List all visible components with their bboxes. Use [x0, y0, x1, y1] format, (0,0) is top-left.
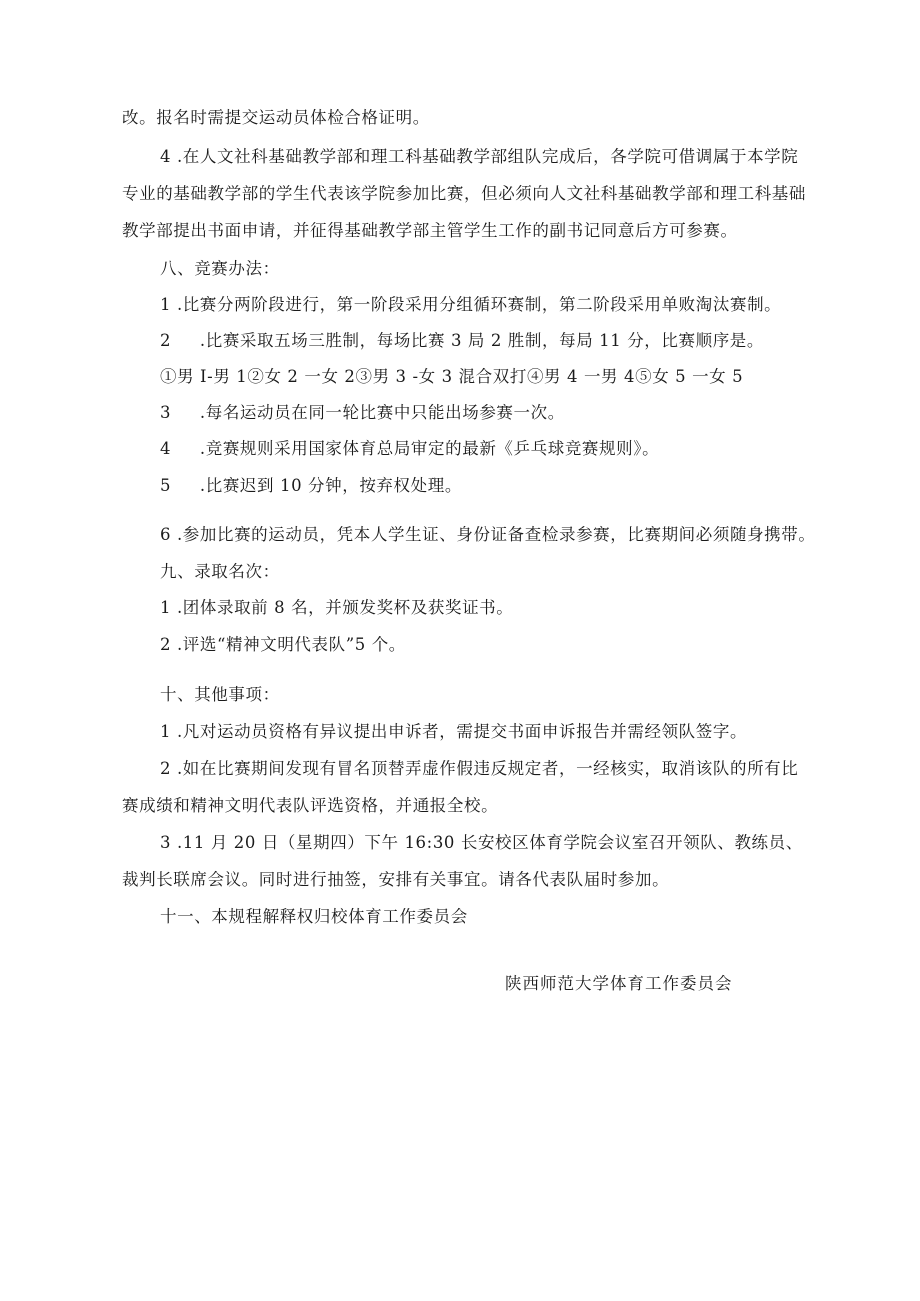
section-heading: 十、其他事项：	[160, 685, 280, 704]
section-heading: 十一、本规程解释权归校体育工作委员会	[160, 907, 468, 926]
text-line: 5 .比赛迟到 10 分钟，按弃权处理。	[160, 476, 462, 495]
section-heading: 九、录取名次：	[160, 562, 280, 581]
text-line: 4 .在人文社科基础教学部和理工科基础教学部组队完成后，各学院可借调属于本学院	[160, 147, 799, 166]
text-line: 赛成绩和精神文明代表队评选资格，并通报全校。	[122, 796, 499, 815]
text-line: 2 .比赛采取五场三胜制，每场比赛 3 局 2 胜制，每局 11 分，比赛顺序是。	[160, 331, 764, 350]
text-line: 1 .凡对运动员资格有异议提出申诉者，需提交书面申诉报告并需经领队签字。	[160, 722, 748, 741]
text-line: 教学部提出书面申请，并征得基础教学部主管学生工作的副书记同意后方可参赛。	[122, 221, 738, 240]
text-line: 4 .竞赛规则采用国家体育总局审定的最新《乒乓球竞赛规则》。	[160, 439, 660, 458]
text-line: 改。报名时需提交运动员体检合格证明。	[122, 108, 430, 127]
text-line: 2 .评选“精神文明代表队”5 个。	[160, 635, 406, 654]
text-line: 1 .团体录取前 8 名，并颁发奖杯及获奖证书。	[160, 598, 514, 617]
text-line: 2 .如在比赛期间发现有冒名顶替弄虚作假违反规定者，一经核实，取消该队的所有比	[160, 759, 799, 778]
signature-line: 陕西师范大学体育工作委员会	[505, 974, 733, 993]
text-line: 6 .参加比赛的运动员，凭本人学生证、身份证备查检录参赛，比赛期间必须随身携带。	[160, 525, 816, 544]
text-line: ①男 I-男 1②女 2 一女 2③男 3 -女 3 混合双打④男 4 一男 4⑤女 5 一女 5	[160, 367, 744, 386]
text-line: 3 .11 月 20 日（星期四）下午 16:30 长安校区体育学院会议室召开领队、教练员、	[160, 833, 803, 852]
section-heading: 八、竞赛办法：	[160, 259, 280, 278]
text-line: 3 .每名运动员在同一轮比赛中只能出场参赛一次。	[160, 403, 565, 422]
text-line: 裁判长联席会议。同时进行抽签，安排有关事宜。请各代表队届时参加。	[122, 870, 670, 889]
text-line: 专业的基础教学部的学生代表该学院参加比赛，但必须向人文社科基础教学部和理工科基础	[122, 184, 806, 203]
text-line: 1 .比赛分两阶段进行，第一阶段采用分组循环赛制，第二阶段采用单败淘汰赛制。	[160, 295, 782, 314]
